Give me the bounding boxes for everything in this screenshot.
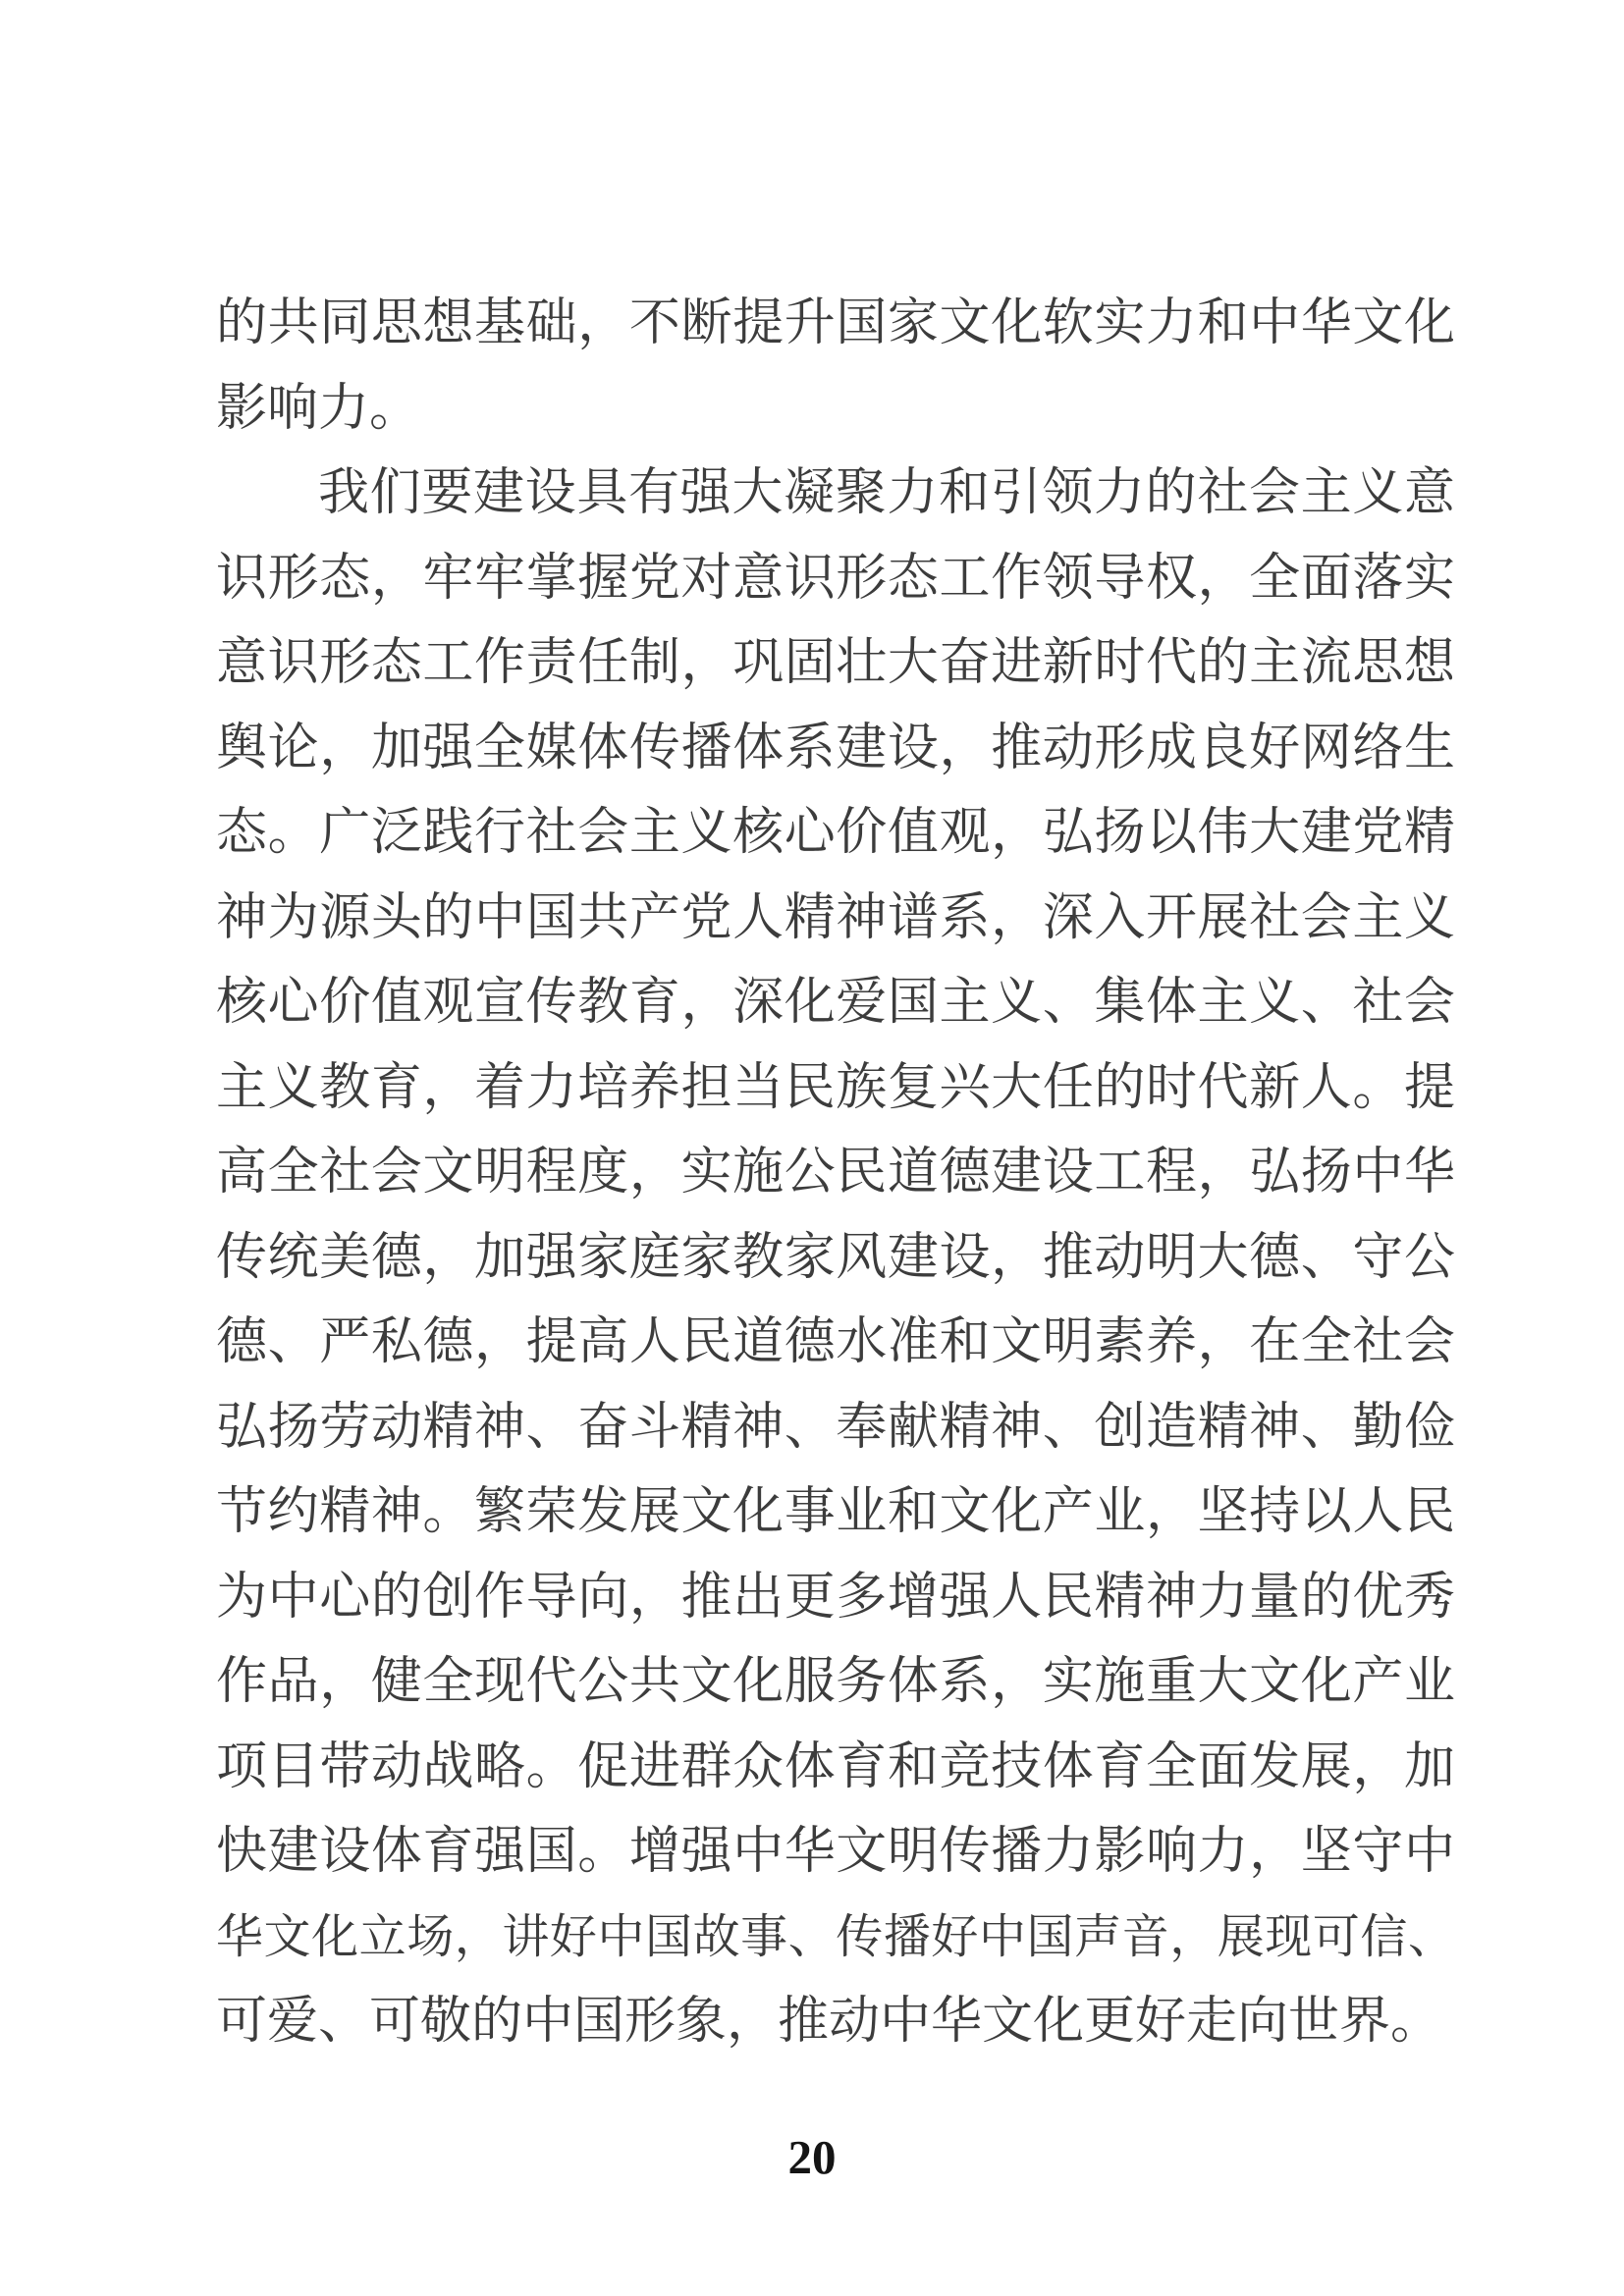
text-line: 快建设体育强国。增强中华文明传播力影响力，坚守中 [216,1824,1455,1880]
text-line: 主义教育，着力培养担当民族复兴大任的时代新人。提 [216,1059,1455,1116]
text-line: 作品，健全现代公共文化服务体系，实施重大文化产业 [216,1654,1455,1710]
text-line: 意识形态工作责任制，巩固壮大奋进新时代的主流思想 [216,635,1455,691]
text-line: 节约精神。繁荣发展文化事业和文化产业，坚持以人民 [216,1484,1455,1540]
text-line: 项目带动战略。促进群众体育和竞技体育全面发展，加 [216,1738,1455,1795]
text-line: 我们要建设具有强大凝聚力和引领力的社会主义意 [318,465,1455,521]
text-line: 态。广泛践行社会主义核心价值观，弘扬以伟大建党精 [216,805,1455,861]
text-line: 影响力。 [216,380,421,437]
text-line: 华文化立场，讲好中国故事、传播好中国声音，展现可信、 [216,1910,1455,1963]
page-number: 20 [787,2130,837,2184]
text-line: 的共同思想基础，不断提升国家文化软实力和中华文化 [216,295,1455,351]
text-line: 高全社会文明程度，实施公民道德建设工程，弘扬中华 [216,1145,1455,1201]
text-line: 德、严私德，提高人民道德水准和文明素养，在全社会 [216,1314,1455,1370]
text-line: 可爱、可敬的中国形象，推动中华文化更好走向世界。 [216,1994,1442,2050]
text-line: 弘扬劳动精神、奋斗精神、奉献精神、创造精神、勤俭 [216,1399,1455,1456]
text-line: 核心价值观宣传教育，深化爱国主义、集体主义、社会 [216,975,1455,1031]
text-line: 识形态，牢牢掌握党对意识形态工作领导权，全面落实 [216,550,1455,607]
text-line: 神为源头的中国共产党人精神谱系，深入开展社会主义 [216,889,1455,946]
text-line: 传统美德，加强家庭家教家风建设，推动明大德、守公 [216,1229,1455,1286]
body-text [216,282,1455,2065]
text-line: 为中心的创作导向，推出更多增强人民精神力量的优秀 [216,1569,1455,1626]
text-line: 舆论，加强全媒体传播体系建设，推动形成良好网络生 [216,720,1455,776]
